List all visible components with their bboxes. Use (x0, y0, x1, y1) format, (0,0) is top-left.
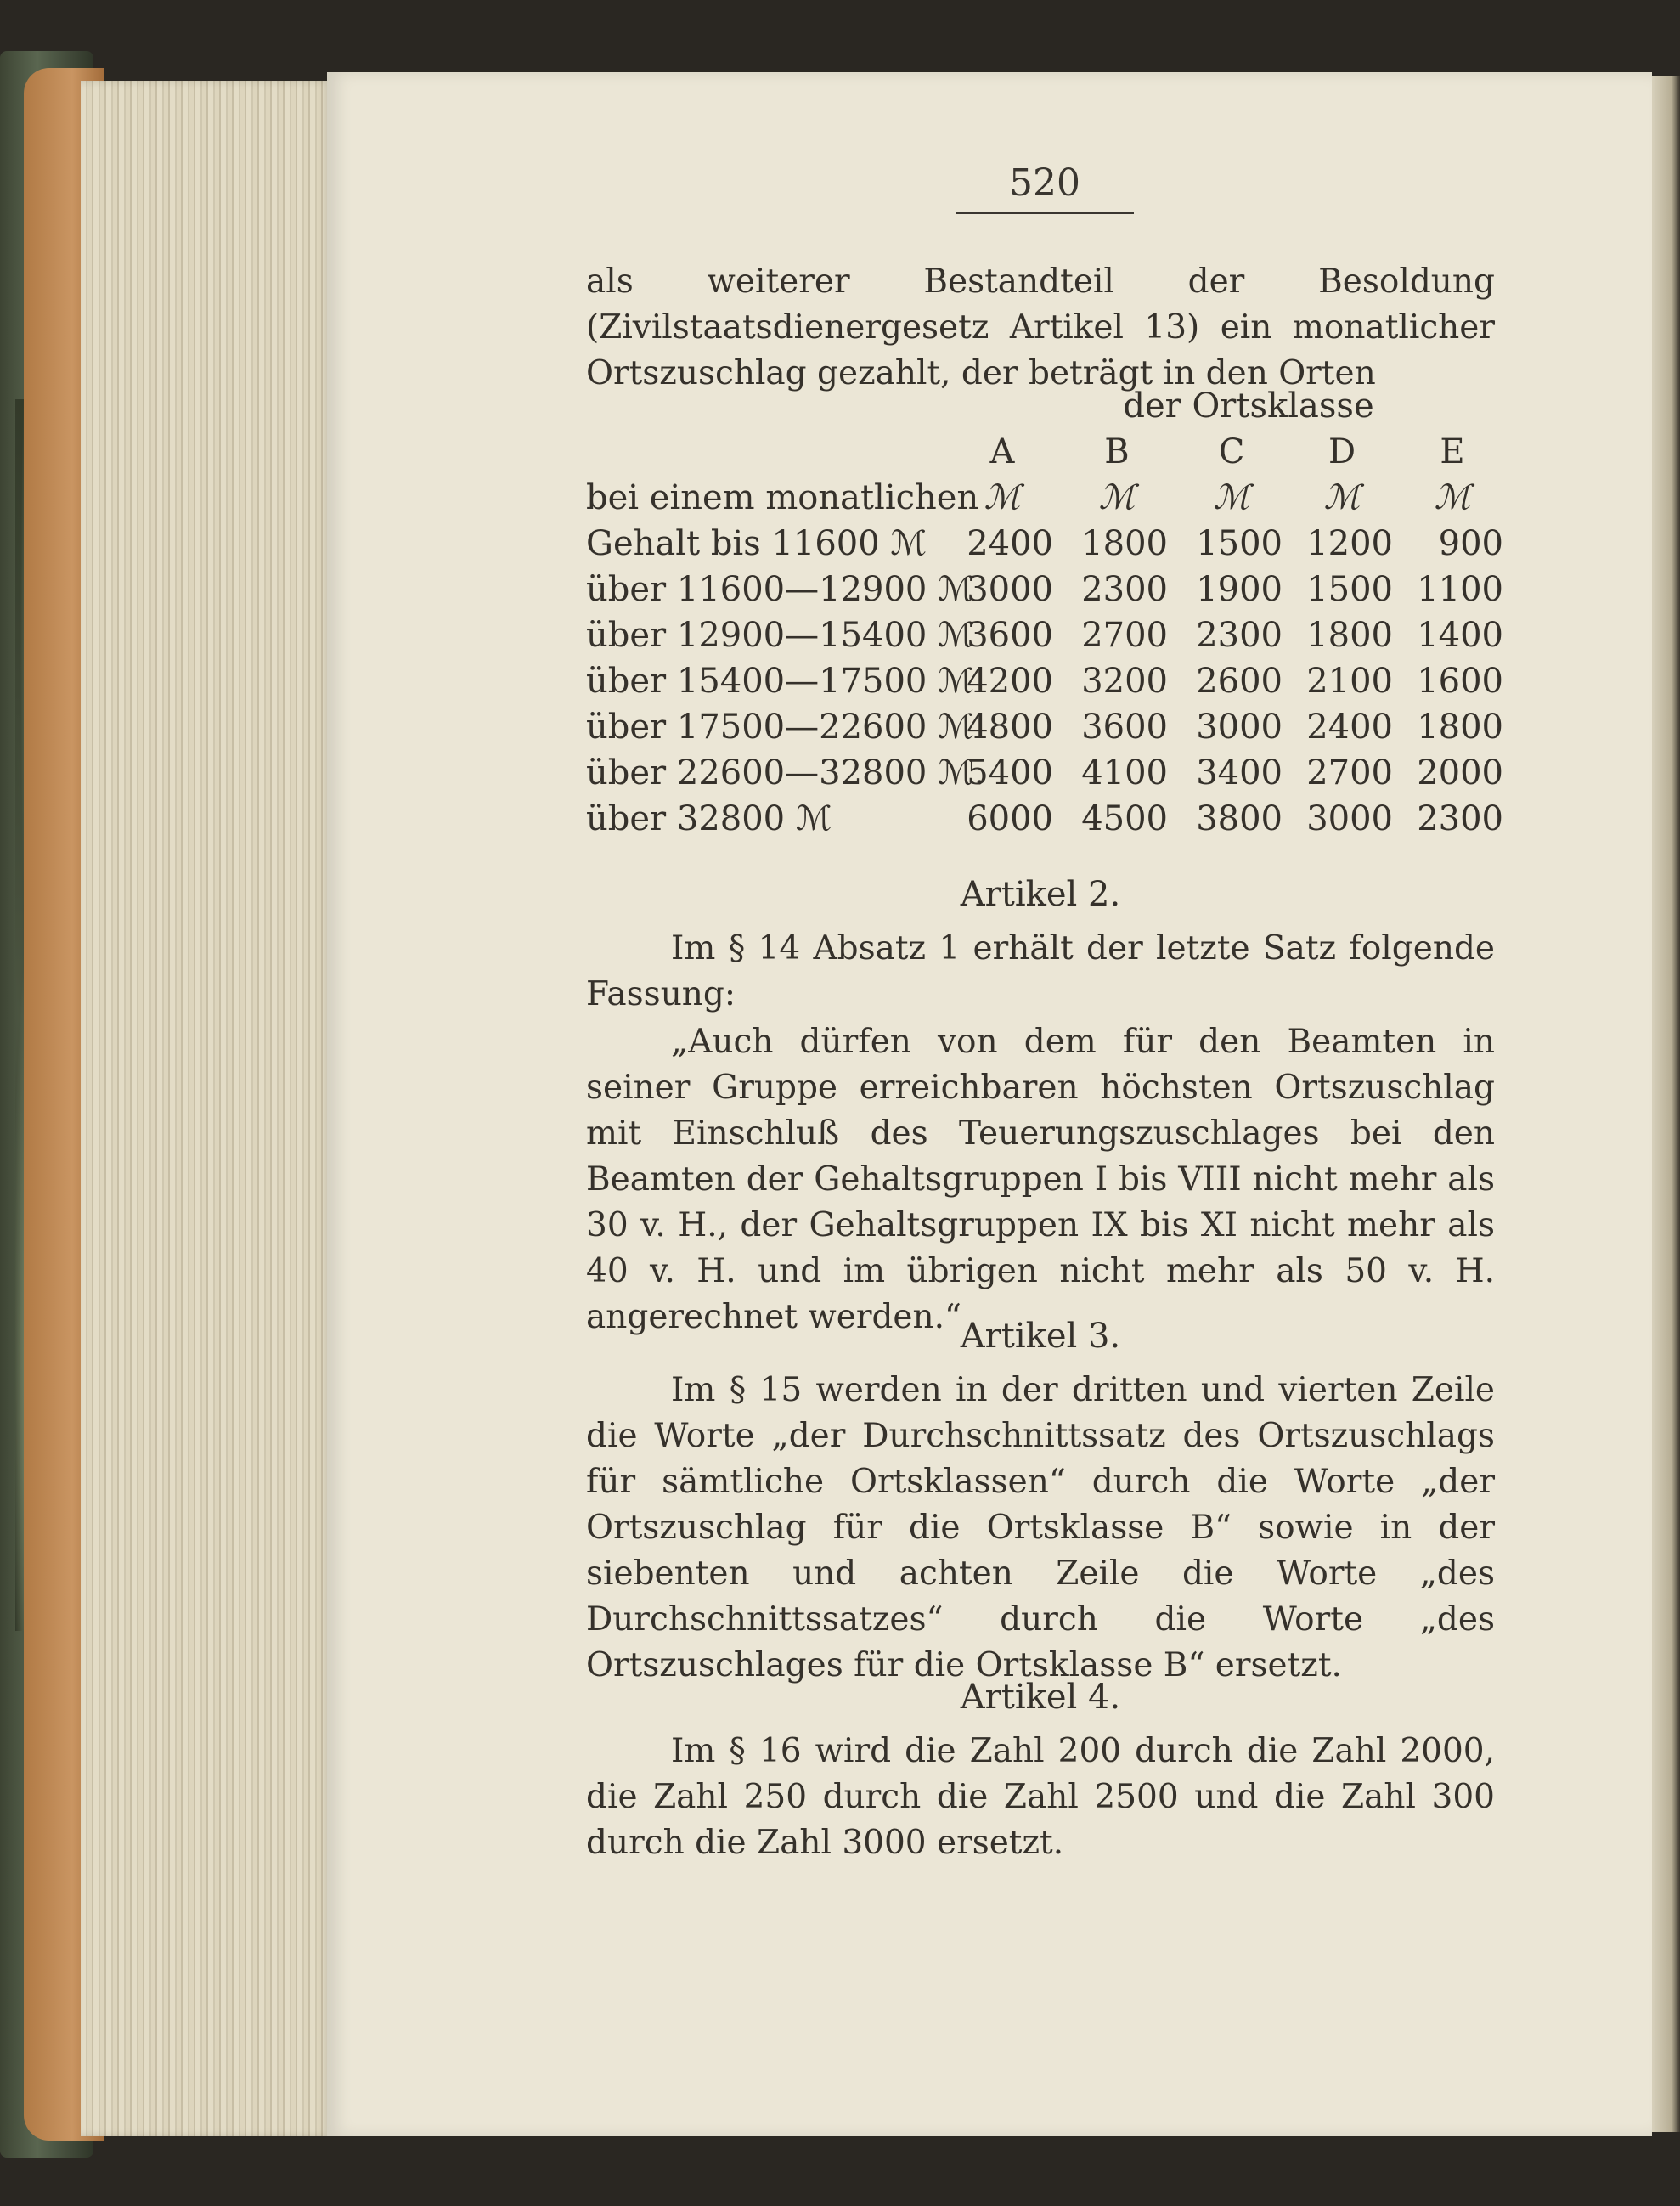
table-cell: 2400 (967, 524, 1053, 563)
row-label: über 11600—12900 ℳ (586, 570, 974, 609)
table-row (586, 662, 1503, 708)
table-row (586, 570, 1503, 616)
table-cell: 3800 (1196, 799, 1283, 838)
mark-symbol: ℳ (1323, 478, 1361, 517)
table-row (586, 799, 1503, 845)
row-label: über 22600—32800 ℳ. (586, 753, 985, 793)
table-unit-row (586, 478, 1503, 524)
column-letter: B (1104, 432, 1130, 471)
unit-row-label: bei einem monatlichen (586, 478, 979, 517)
table-cell: 3000 (1306, 799, 1393, 838)
artikel-4-paragraph-1: Im § 16 wird die Zahl 200 durch die Zahl 2000, die Zahl 250 durch die Zahl 2500 und die Zahl 300 durch die Zahl 3000 ersetzt. (586, 1732, 1495, 1862)
row-label: über 15400—17500 ℳ (586, 662, 974, 701)
table-cell: 1500 (1196, 524, 1283, 563)
mark-symbol: ℳ (1434, 478, 1471, 517)
table-cell: 3200 (1081, 662, 1168, 701)
table-cell: 2300 (1417, 799, 1503, 838)
mark-symbol: ℳ (1098, 478, 1136, 517)
table-cell: 2600 (1196, 662, 1283, 701)
table-cell: 900 (1438, 524, 1503, 563)
table-row (586, 616, 1503, 662)
table-cell: 3600 (1081, 708, 1168, 747)
table-cell: 1500 (1306, 570, 1393, 609)
table-cell: 4800 (967, 708, 1053, 747)
table-cell: 2000 (1417, 753, 1503, 793)
page-right-edge (1652, 76, 1680, 2132)
table-class-header: der Ortsklasse (1123, 386, 1374, 426)
row-label: über 32800 ℳ (586, 799, 832, 838)
table-cell: 5400 (967, 753, 1053, 793)
column-letter: E (1440, 432, 1465, 471)
artikel-3-paragraph-1: Im § 15 werden in der dritten und vierten Zeile die Worte „der Durchschnittssatz des Ortszuschlags für sämtliche Ortsklassen“ durch die Worte „der Ortszuschlag für die Ortsklasse B“ sowie in der siebenten und achten Zeile die Worte „des Durchschnittssatzes“ durch die Worte „des Ortszuschlages für die Ortsklasse B“ ersetzt. (586, 1371, 1495, 1684)
table-row (586, 753, 1503, 799)
page-number-rule (956, 212, 1134, 214)
table-cell: 4200 (967, 662, 1053, 701)
table-cell: 1600 (1417, 662, 1503, 701)
table-cell: 4100 (1081, 753, 1168, 793)
page-edges (81, 81, 331, 2136)
table-cell: 1200 (1306, 524, 1393, 563)
table-cell: 3600 (967, 616, 1053, 655)
artikel-2-paragraph-2: „Auch dürfen von dem für den Beamten in seiner Gruppe erreichbaren höchsten Ortszuschlag mit Einschluß des Teuerungszuschlages bei den Beamten der Gehaltsgruppen I bis VIII nicht mehr als 30 v. H., der Gehaltsgruppen IX bis XI nicht mehr als 40 v. H. und im übrigen nicht mehr als 50 v. H. angerechnet werden.“ (586, 1023, 1495, 1336)
artikel-3-heading: Artikel 3. (960, 1317, 1121, 1356)
table-letter-row (586, 432, 1503, 478)
artikel-2-paragraph-1: Im § 14 Absatz 1 erhält der letzte Satz folgende Fassung: (586, 929, 1495, 1013)
table-cell: 1800 (1306, 616, 1393, 655)
row-label: Gehalt bis 11600 ℳ (586, 524, 927, 563)
intro-paragraph: als weiterer Bestandteil der Besoldung (Zivilstaatsdienergesetz Artikel 13) ein monatlicher Ortszuschlag gezahlt, der beträgt in den Orten (586, 262, 1495, 392)
artikel-2-heading: Artikel 2. (960, 875, 1121, 914)
table-cell: 1900 (1196, 570, 1283, 609)
mark-symbol: ℳ (1213, 478, 1250, 517)
table-cell: 1400 (1417, 616, 1503, 655)
table-cell: 1800 (1417, 708, 1503, 747)
artikel-4-heading: Artikel 4. (960, 1678, 1121, 1717)
column-letter: C (1218, 432, 1245, 471)
table-cell: 1100 (1417, 570, 1503, 609)
table-cell: 2700 (1081, 616, 1168, 655)
table-cell: 2100 (1306, 662, 1393, 701)
column-letter: A (989, 432, 1015, 471)
table-row (586, 708, 1503, 753)
page-number: 520 (1009, 161, 1080, 205)
table-cell: 3400 (1196, 753, 1283, 793)
column-letter: D (1328, 432, 1356, 471)
table-cell: 2300 (1196, 616, 1283, 655)
table-row (586, 524, 1503, 570)
table-cell: 3000 (967, 570, 1053, 609)
table-cell: 3000 (1196, 708, 1283, 747)
table-cell: 4500 (1081, 799, 1168, 838)
mark-symbol: ℳ (984, 478, 1021, 517)
table-cell: 6000 (967, 799, 1053, 838)
row-label: über 17500—22600 ℳ (586, 708, 974, 747)
table-cell: 2300 (1081, 570, 1168, 609)
row-label: über 12900—15400 ℳ (586, 616, 974, 655)
table-cell: 2400 (1306, 708, 1393, 747)
table-cell: 2700 (1306, 753, 1393, 793)
table-cell: 1800 (1081, 524, 1168, 563)
